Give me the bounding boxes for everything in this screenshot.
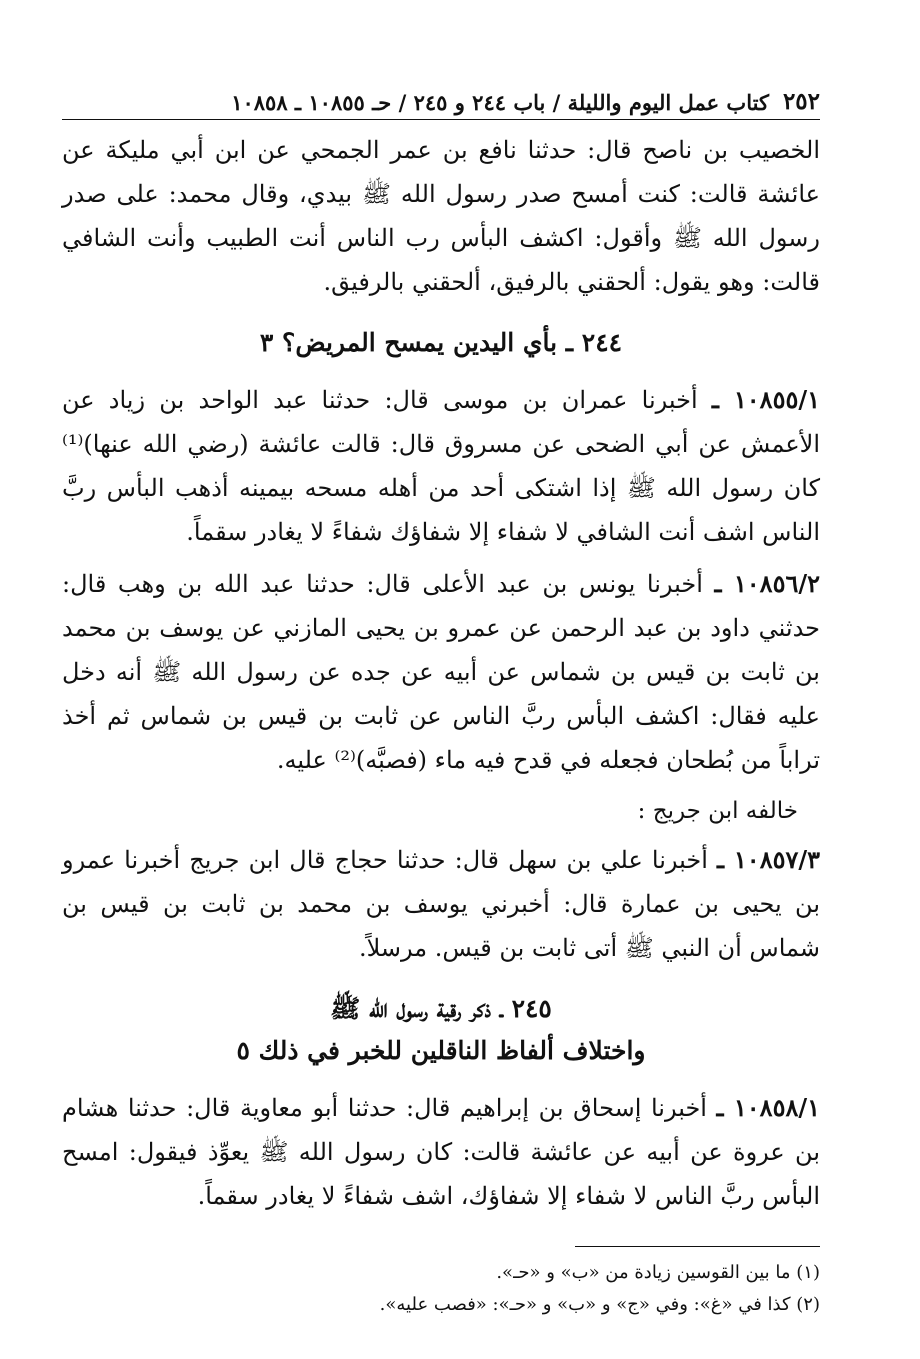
hadith-text: أخبرنا يونس بن عبد الأعلى قال: حدثنا عبد الله بن وهب قال: حدثني داود بن عبد الرحمن عن عمرو بن يحيى المازني عن يوسف بن محمد بن ثابت بن قيس بن شماس عن أبيه عن جده عن رسول الله ﷺ أنه دخل عليه فقال: اكشف البأس ربَّ الناس عن ثابت بن قيس بن شماس ثم أخذ تراباً من بُطحان فجعله في قدح فيه ماء (فصبَّه)⁽²⁾ عليه. (62, 570, 820, 774)
section-heading-245-line2: واختلاف ألفاظ الناقلين للخبر في ذلك ٥ (236, 1036, 646, 1065)
section-heading-245 (62, 988, 820, 1072)
hadith-10857 (62, 838, 820, 970)
footnote-separator-wrap (62, 1226, 820, 1257)
hadith-10858 (62, 1086, 820, 1218)
footnote-separator (575, 1246, 820, 1247)
footnote-2: (٢) كذا في «غ»: وفي «ج» و «ب» و «حـ»: «فصب عليه». (379, 1294, 820, 1315)
hadith-text: أخبرنا عمران بن موسى قال: حدثنا عبد الواحد بن زياد عن الأعمش عن أبي الضحى عن مسروق قال: قالت عائشة (رضي الله عنها)⁽¹⁾ كان رسول الله ﷺ إذا اشتكى أحد من أهله مسحه بيمينه أذهب البأس ربَّ الناس اشف أنت الشافي لا شفاء إلا شفاؤك شفاءً لا يغادر سقماً. (62, 386, 820, 546)
running-title: كتاب عمل اليوم والليلة / باب ٢٤٤ و ٢٤٥ / حـ ١٠٨٥٥ ـ ١٠٨٥٨ (231, 90, 769, 115)
hadith-text: أخبرنا إسحاق بن إبراهيم قال: حدثنا أبو معاوية قال: حدثنا هشام بن عروة عن أبيه عن عائشة قالت: كان رسول الله ﷺ يعوِّذ فيقول: امسح البأس ربَّ الناس لا شفاء إلا شفاؤك، اشف شفاءً لا يغادر سقماً. (62, 1094, 820, 1210)
hadith-10856 (62, 562, 820, 782)
hadith-number: ١٠٨٥٨/١ ـ (716, 1093, 820, 1122)
hadith-10855 (62, 378, 820, 554)
khalafahu-note: خالفه ابن جريج : (637, 798, 798, 824)
running-header (62, 88, 820, 120)
hadith-number: ١٠٨٥٥/١ ـ (711, 385, 820, 414)
hadith-number: ١٠٨٥٧/٣ ـ (717, 845, 821, 874)
section-heading-245-line1: ٢٤٥ ـ ذكر رقية رسول الله ﷺ (330, 994, 552, 1023)
section-heading-244: ٢٤٤ ـ بأي اليدين يمسح المريض؟ ٣ (259, 328, 623, 357)
page-number: ٢٥٢ (782, 88, 820, 115)
footnote-1: (١) ما بين القوسين زيادة من «ب» و «حـ». (496, 1262, 820, 1283)
hadith-text: أخبرنا علي بن سهل قال: حدثنا حجاج قال ابن جريج أخبرنا عمرو بن يحيى بن عمارة قال: أخبرني يوسف بن محمد بن ثابت بن قيس بن شماس أن النبي ﷺ أتى ثابت بن قيس. مرسلاً. (62, 846, 821, 962)
hadith-number: ١٠٨٥٦/٢ ـ (714, 569, 820, 598)
intro-paragraph: الخصيب بن ناصح قال: حدثنا نافع بن عمر الجمحي عن ابن أبي مليكة عن عائشة قالت: كنت أمسح صدر رسول الله ﷺ بيدي، وقال محمد: على صدر رسول الله ﷺ وأقول: اكشف البأس رب الناس أنت الطبيب وأنت الشافي قالت: وهو يقول: ألحقني بالرفيق، ألحقني بالرفيق. (62, 136, 820, 296)
